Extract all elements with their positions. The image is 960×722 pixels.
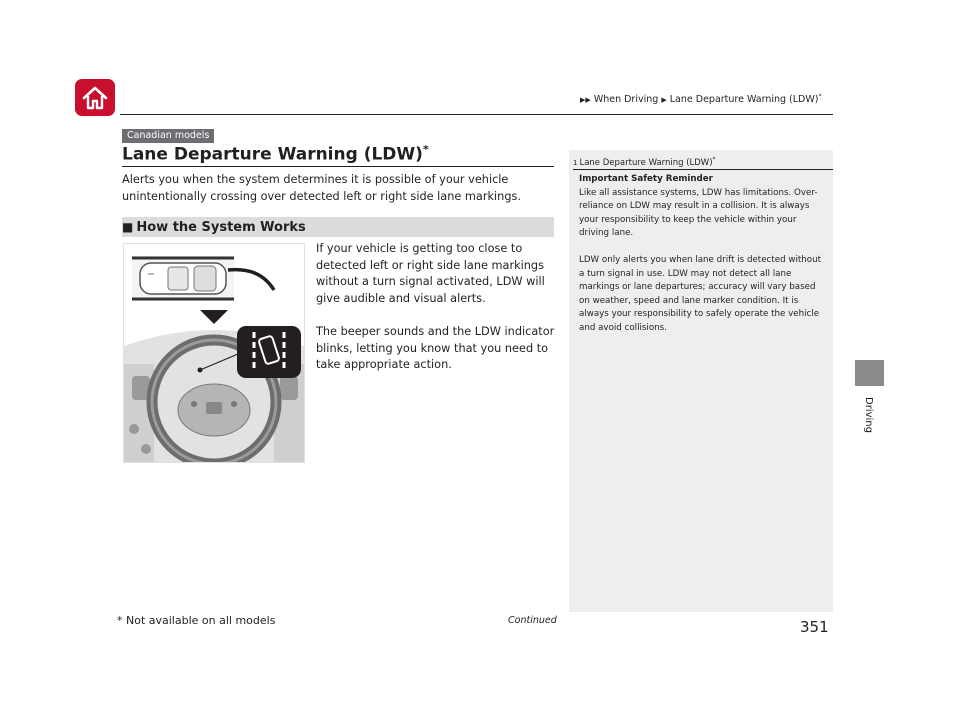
footnote-mark: * (818, 93, 822, 100)
model-tag: Canadian models (122, 129, 214, 143)
page-title (122, 143, 429, 165)
page-number: 351 (800, 618, 829, 636)
breadcrumb-item-when-driving[interactable]: When Driving (593, 94, 659, 106)
safety-reminder-heading: Important Safety Reminder (579, 174, 713, 184)
continued-label: Continued (508, 615, 557, 626)
sidebar-note-body (579, 173, 829, 349)
sidebar-note-title-text: Lane Departure Warning (LDW) (579, 157, 713, 168)
square-bullet-icon: ■ (122, 220, 134, 234)
ldw-indicator-icon (237, 326, 301, 378)
sidebar-paragraph: LDW only alerts you when lane drift is detected without a turn signal in use. LDW may not detect all lane markings or lane departures; accuracy will vary based on weather, speed and lane marker condition. It is always your responsibility to safely operate the vehicle and avoid collisions. (579, 255, 822, 333)
sidebar-paragraph: Like all assistance systems, LDW has limitations. Over-reliance on LDW may result in a collision. It is always your responsibility to keep the vehicle within your driving lane. (579, 187, 818, 238)
title-footnote-mark: * (422, 143, 429, 156)
header-divider (120, 114, 833, 115)
car-top-view (140, 263, 226, 294)
chapter-tab-label: Driving (863, 397, 875, 433)
breadcrumb (580, 93, 821, 105)
reference-number: 1 (573, 158, 578, 167)
breadcrumb-item-ldw[interactable]: Lane Departure Warning (LDW) (669, 94, 819, 106)
title-divider (122, 166, 554, 167)
sidebar-divider (573, 169, 833, 170)
how-it-works-text (316, 241, 556, 390)
footnote-mark: * (712, 156, 716, 163)
footnote: * Not available on all models (117, 614, 276, 627)
section-heading-text: How the System Works (136, 219, 306, 235)
triangle-right-icon: ▶▶ (580, 96, 591, 105)
how-paragraph: If your vehicle is getting too close to detected left or right side lane markings without a turn signal activated, LDW will give audible and visual alerts. (316, 242, 545, 305)
section-heading (122, 217, 554, 237)
intro-paragraph: Alerts you when the system determines it is possible of your vehicle unintentionally crossing over detected left or right side lane markings. (122, 173, 521, 203)
page-title-text: Lane Departure Warning (LDW) (122, 144, 423, 165)
chapter-tab[interactable] (855, 360, 884, 386)
how-paragraph: The beeper sounds and the LDW indicator blinks, letting you know that you need to take appropriate action. (316, 324, 555, 372)
ldw-illustration (123, 243, 305, 463)
home-button[interactable] (75, 79, 115, 116)
sidebar-note-title (573, 156, 716, 168)
triangle-right-icon: ▶ (661, 96, 667, 105)
home-icon (81, 85, 109, 111)
